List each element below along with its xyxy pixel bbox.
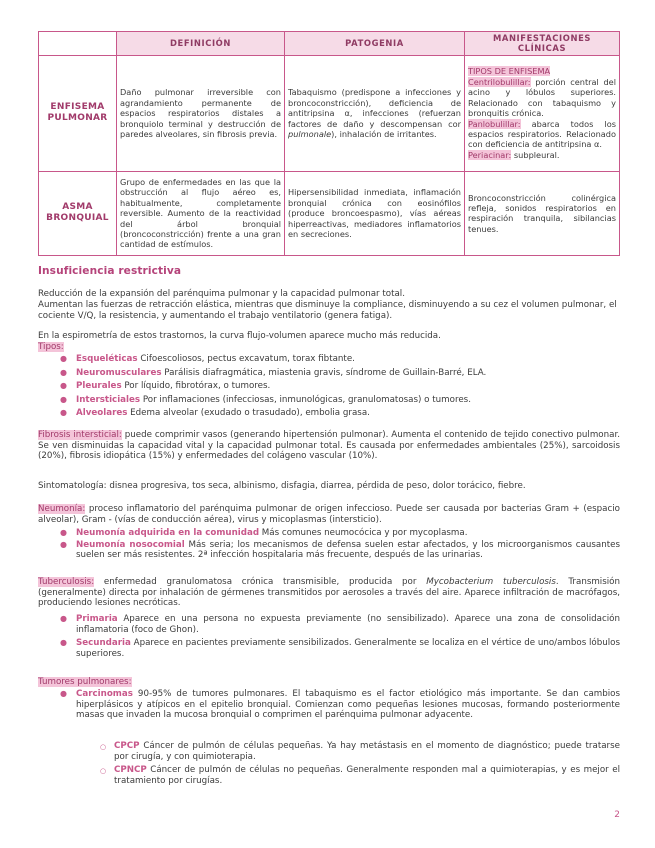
restrictive-paragraph-3: En la espirometría de estos trastornos, la curva flujo-volumen aparece mucho más reducida. xyxy=(38,331,441,341)
emphysema-types-title: TIPOS DE ENFISEMA xyxy=(468,66,551,77)
pneumonia-list xyxy=(60,528,621,561)
list-item xyxy=(100,741,620,762)
section-heading-restrictive: Insuficiencia restrictiva xyxy=(38,265,182,277)
emphysema-manifestations xyxy=(465,55,620,171)
tuberculosis-label: Tuberculosis: xyxy=(38,577,95,587)
restrictive-paragraph-1: Reducción de la expansión del parénquima pulmonar y la capacidad pulmonar total. xyxy=(38,289,405,299)
periacinar-label: Periacinar: xyxy=(468,149,512,160)
list-item-label: Carcinomas xyxy=(76,689,133,699)
list-item xyxy=(60,354,620,365)
row-title-line: ASMA xyxy=(62,202,93,213)
restrictive-types-list xyxy=(60,354,620,419)
list-item xyxy=(60,539,621,561)
carcinoma-sublist xyxy=(100,741,620,786)
types-label-text: Tipos: xyxy=(38,342,64,352)
asthma-definition: Grupo de enfermedades en las que la obstrucción al flujo aéreo es, habitualmente, completamente reversible. Aumento de la reactividad del árbol bronquial (broncoconstricción) frente a una gran cantidad de estímulos. xyxy=(117,171,285,255)
list-item xyxy=(60,614,620,635)
list-item-label: CPCP xyxy=(114,741,140,751)
list-item xyxy=(100,765,620,786)
list-item-text: Edema alveolar (exudado o trasudado), embolia grasa. xyxy=(127,408,370,419)
disease-table xyxy=(38,31,620,256)
list-item-label: CPNCP xyxy=(114,765,147,776)
bullet-icon: ● xyxy=(60,394,67,404)
fibrosis-paragraph xyxy=(38,430,620,462)
bullet-icon: ● xyxy=(60,638,67,648)
fibrosis-label: Fibrosis intersticial: xyxy=(38,430,122,440)
panlobular-label: Panlobulillar: xyxy=(468,118,521,129)
table-header-blank xyxy=(39,32,117,56)
pneumonia-label: Neumonía: xyxy=(38,504,86,514)
list-item-text: Más comunes neumocócica y por mycoplasma. xyxy=(259,528,468,538)
panlobular-text: abarca todos los espacios respiratorios. Relacionado con deficiencia de antitripsina α. xyxy=(468,118,616,150)
pneumonia-paragraph xyxy=(38,504,620,525)
tuberculosis-text: enfermedad granulomatosa crónica transmisible, producida por xyxy=(94,577,427,587)
table-header-row xyxy=(39,32,620,56)
table-row-asthma xyxy=(39,171,620,255)
bullet-icon: ● xyxy=(60,381,67,391)
asthma-manifestations: Broncoconstricción colinérgica refleja, sonidos respiratorios en respiración tranquila, sibilancias tenues. xyxy=(465,171,620,255)
list-item-label: Neumonía adquirida en la comunidad xyxy=(76,528,260,538)
table-header-definition: DEFINICIÓN xyxy=(117,32,285,56)
fibrosis-text: puede comprimir vasos (generando hipertensión pulmonar). Aumenta el contenido de tejido conectivo pulmonar. Se ven disminuidas la capacidad vital y la capacidad pulmonar total. Es causada por enfermedades ambientales (25%), sarcoidosis (20%), fibrosis idiopática (15%) y enfermedades del colágeno vascular (10%). xyxy=(38,430,620,462)
bullet-icon: ● xyxy=(60,689,67,698)
list-item-label: Alveolares xyxy=(76,408,128,419)
list-item-text: Cifoescoliosos, pectus excavatum, torax fibtante. xyxy=(137,354,355,364)
list-item-text: Por inflamaciones (infecciosas, inmunológicas, granulomatosas) o tumores. xyxy=(140,394,471,405)
mycobacterium-term: Mycobacterium tuberculosis xyxy=(426,577,556,587)
emphysema-pathogenesis xyxy=(285,55,465,171)
bullet-icon: ● xyxy=(60,614,67,623)
list-item-text: Cáncer de pulmón de células pequeñas. Ya hay metástasis en el momento de diagnóstico; puede tratarse por cirugía, y con quimioterapia. xyxy=(114,741,620,762)
tuberculosis-paragraph xyxy=(38,577,620,609)
tumors-label xyxy=(38,677,132,688)
tuberculosis-text: . Transmisión (generalmente) directa por inhalación de gérmenes transmitidos por aerosoles a través del aire. Aparece infiltración de macrófagos, produciendo lesiones necróticas. xyxy=(38,577,620,609)
list-item-text: Parálisis diafragmática, miastenia gravis, síndrome de Guillain-Barré, ELA. xyxy=(161,367,487,378)
circle-bullet-icon: ○ xyxy=(100,767,107,776)
list-item-label: Secundaria xyxy=(76,638,131,649)
list-item xyxy=(60,528,620,539)
restrictive-paragraph-2: Aumentan las fuerzas de retracción elástica, mientras que disminuye la compliance, disminuyendo a su cez el volumen pulmonar, el cociente V/Q, la resistencia, y aumentando el trabajo ventilatorio (genera fatiga). xyxy=(38,300,617,321)
cor-pulmonale-term: pulmonale xyxy=(288,128,332,139)
list-item xyxy=(60,689,620,721)
list-item-label: Neumonía nosocomial xyxy=(76,539,185,550)
list-item-text: Cáncer de pulmón de células no pequeñas. Generalmente responden mal a quimioterapias, y es mejor el tratamiento por cirugías. xyxy=(114,765,620,786)
bullet-icon: ● xyxy=(60,408,67,418)
page-number: 2 xyxy=(614,810,620,820)
pathogenesis-text: ), inhalación de irritantes. xyxy=(331,128,437,139)
table-header-pathogenesis: PATOGENIA xyxy=(285,32,465,56)
centrilobular-text: porción central del acino y lóbulos superiores. Relacionado con tabaquismo y bronquitis crónica. xyxy=(468,76,616,119)
table-row-emphysema xyxy=(39,55,620,171)
pathogenesis-text: Tabaquismo (predispone a infecciones y broncoconstricción), deficiencia de antitripsina α, infecciones (refuerzan factores de daño y descompensan cor xyxy=(288,87,461,129)
row-title-line: BRONQUIAL xyxy=(46,213,109,224)
row-title-line: PULMONAR xyxy=(47,113,108,124)
list-item-text: Aparece en una persona no expuesta previamente (no sensibilizado). Aparece una zona de consolidación inflamatoria (foco de Ghon). xyxy=(76,614,620,635)
types-label xyxy=(38,342,64,353)
list-item-text: Más seria; los mecanismos de defensa suelen estar afectados, y los microorganismos causantes suelen ser más resistentes. 2ª infección hospitalaria más frecuente, después de las urinarias. xyxy=(76,539,621,561)
list-item-text: 90-95% de tumores pulmonares. El tabaquismo es el factor etiológico más importante. Se dan cambios hiperplásicos y atípicos en el epitelio bronquial. Comienzan como pequeñas lesiones mucosas, formando posteriormente masas que invaden la mucosa bronquial o comprimen el parénquima pulmonar adyacente. xyxy=(76,689,620,721)
row-title-line: ENFISEMA xyxy=(50,102,105,113)
list-item xyxy=(60,408,620,419)
list-item-label: Intersticiales xyxy=(76,394,141,405)
circle-bullet-icon: ○ xyxy=(100,743,107,751)
pneumonia-text: proceso inflamatorio del parénquima pulmonar de origen infeccioso. Puede ser causada por bacterias Gram + (espacio alveolar), Gram - (vías de conducción aérea), virus y micoplasmas (intersticio). xyxy=(38,504,620,525)
bullet-icon: ● xyxy=(60,354,67,363)
list-item-label: Primaria xyxy=(76,614,118,624)
bullet-icon: ● xyxy=(60,528,67,537)
tuberculosis-list xyxy=(60,614,621,659)
asthma-pathogenesis: Hipersensibilidad inmediata, inflamación bronquial crónica con eosinófilos (produce broncoespasmo), vías aéreas hiperreactivas, mediadores inflamatorios en secreciones. xyxy=(285,171,465,255)
periacinar-text: subpleural. xyxy=(511,149,560,160)
list-item-text: Por líquido, fibrotórax, o tumores. xyxy=(121,381,271,392)
row-title-emphysema xyxy=(39,55,117,171)
list-item-label: Pleurales xyxy=(76,381,122,392)
list-item-text: Aparece en pacientes previamente sensibilizados. Generalmente se localiza en el vértice de uno/ambos lóbulos superiores. xyxy=(76,638,621,659)
list-item xyxy=(60,367,620,379)
tumors-label-text: Tumores pulmonares: xyxy=(38,677,132,687)
row-title-asthma xyxy=(39,171,117,255)
fibrosis-symptoms: Sintomatología: disnea progresiva, tos seca, albinismo, disfagia, diarrea, pérdida de peso, dolor torácico, fiebre. xyxy=(38,481,526,491)
table-header-manifestations: MANIFESTACIONES CLÍNICAS xyxy=(465,32,620,56)
list-item xyxy=(60,394,620,406)
emphysema-definition: Daño pulmonar irreversible con agrandamiento permanente de espacios respiratorios distales a bronquiolo terminal y destrucción de paredes alveolares, sin fibrosis previa. xyxy=(117,55,285,171)
list-item-label: Esqueléticas xyxy=(76,354,138,364)
bullet-icon: ● xyxy=(60,367,67,377)
centrilobular-label: Centrilobulillar: xyxy=(468,76,531,87)
list-item xyxy=(60,381,620,392)
bullet-icon: ● xyxy=(60,539,67,549)
list-item-label: Neuromusculares xyxy=(76,367,162,378)
list-item xyxy=(60,638,621,659)
tumors-list xyxy=(60,689,620,721)
